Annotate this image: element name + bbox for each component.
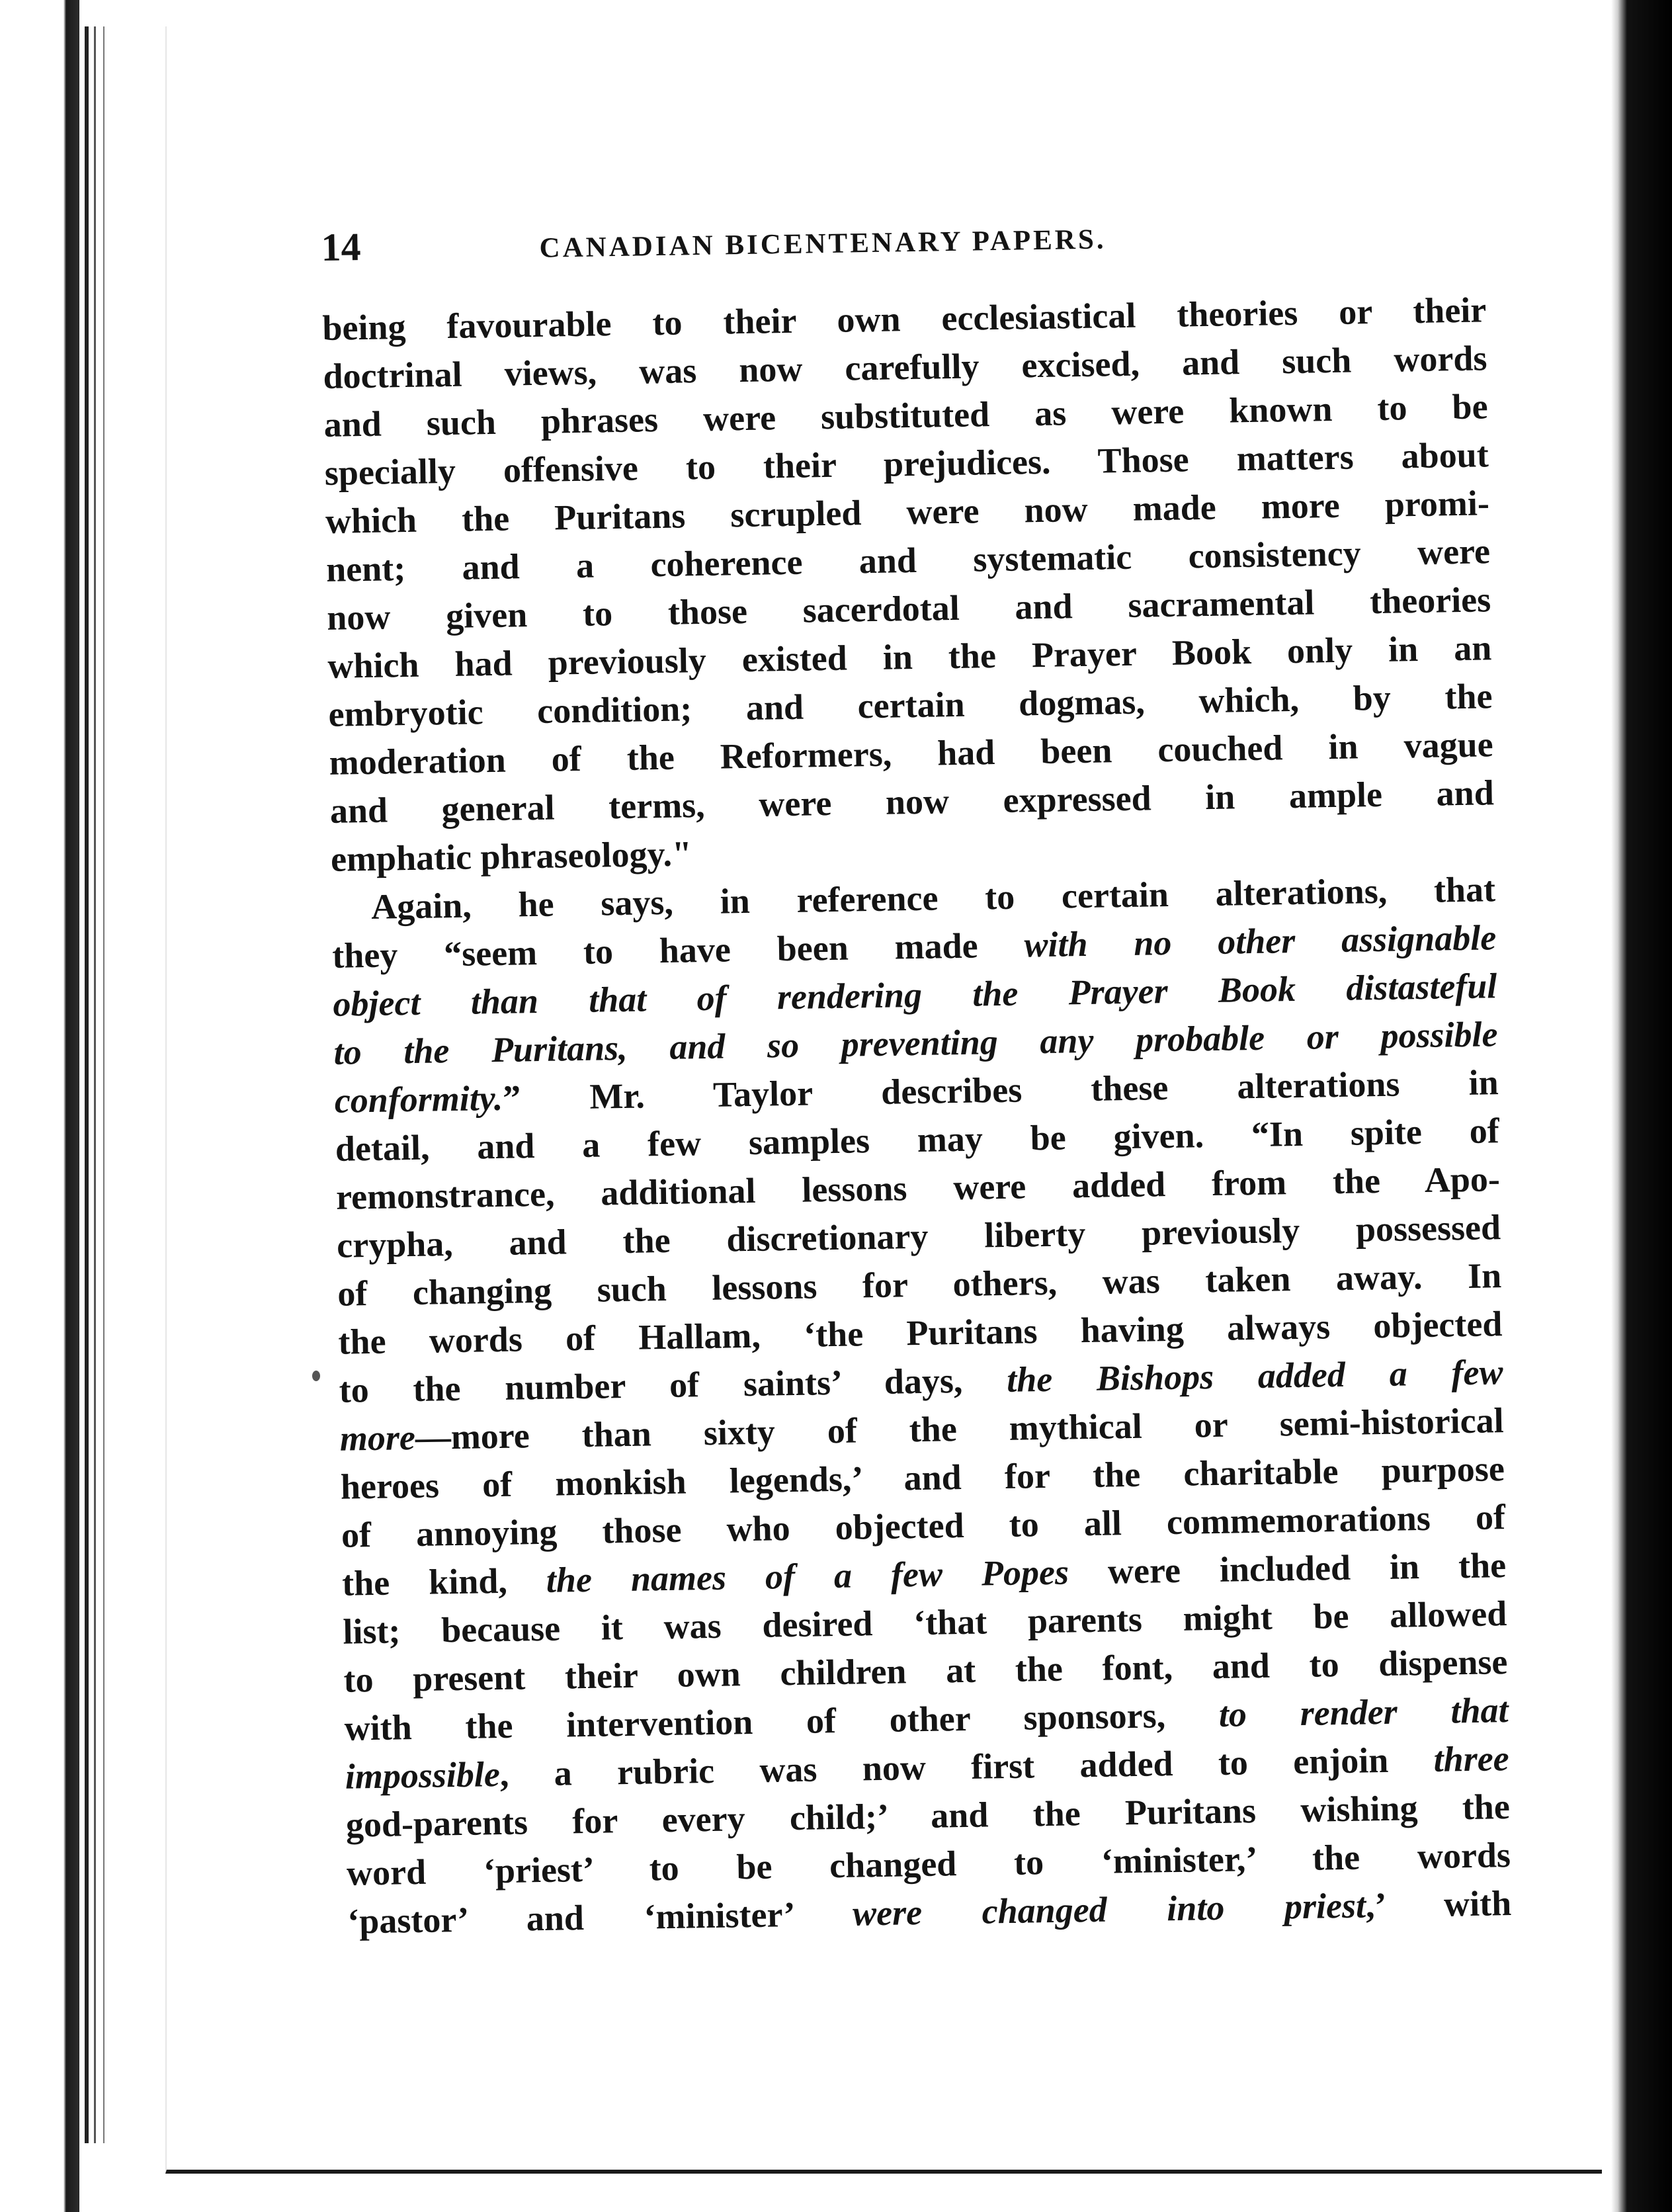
italic-run: impossible	[345, 1754, 501, 1797]
text-line: remonstrance, additional lessons were added from the Apo-	[335, 1159, 1501, 1217]
spine-edge-line	[103, 26, 104, 2143]
italic-run: three	[1433, 1738, 1510, 1779]
running-title: CANADIAN BICENTENARY PAPERS.	[539, 224, 1107, 264]
text-run: ‘pastor’ and ‘minister’	[347, 1893, 853, 1941]
text-line: embryotic condition; and certain dogmas, which, by the	[328, 676, 1493, 734]
text-line: god-parents for every child;’ and the Puritans wishing the	[345, 1787, 1511, 1845]
text-run: ,’ with	[1365, 1883, 1512, 1926]
text-line: emphatic phraseology."	[330, 833, 692, 879]
text-line: doctrinal views, was now carefully excised, and such words	[323, 338, 1487, 396]
right-page-edge-shadow	[1611, 0, 1672, 2212]
text-line: being favourable to their own ecclesiastical theories or their	[321, 290, 1487, 348]
italic-run: more	[339, 1417, 416, 1459]
spine-edge-line	[85, 26, 89, 2143]
text-run: to the number of saints’ days,	[339, 1359, 1007, 1410]
text-line: heroes of monkish legends,’ and for the charitable purpose	[340, 1449, 1505, 1507]
italic-run: object than that of rendering the Prayer Book distasteful	[333, 966, 1497, 1024]
italic-run: the names of a few Popes	[546, 1552, 1069, 1600]
text-line: which the Puritans scrupled were now made more promi-	[325, 483, 1490, 541]
text-line: of changing such lessons for others, was taken away. In	[337, 1255, 1502, 1314]
text-run: —more than sixty of the mythical or semi-historical	[415, 1400, 1505, 1457]
italic-run: with no other assignable	[1023, 917, 1497, 965]
text-line: of annoying those who objected to all commemorations of	[341, 1497, 1506, 1555]
paragraph-continued	[322, 286, 1495, 884]
text-line: crypha, and the discretionary liberty previously possessed	[336, 1207, 1501, 1265]
ink-fleck	[312, 1371, 320, 1381]
text-run: were included in the	[1068, 1545, 1507, 1592]
text-line: nent; and a coherence and systematic consistency were	[325, 531, 1491, 589]
text-run: ” Mr. Taylor describes these alterations in	[502, 1062, 1499, 1118]
text-line: and general terms, were now expressed in ample and	[329, 773, 1495, 831]
text-line: word ‘priest’ to be changed to ‘minister,’ the words	[346, 1835, 1511, 1893]
paragraph-again	[331, 865, 1512, 1945]
text-line: detail, and a few samples may be given. “In spite of	[335, 1111, 1500, 1169]
italic-run: conformity.	[334, 1078, 503, 1121]
page-text-block	[321, 206, 1512, 1945]
text-line: list; because it was desired ‘that parents might be allowed	[342, 1594, 1507, 1652]
spine-edge-line	[94, 26, 96, 2143]
text-line: moderation of the Reformers, had been couched in vague	[329, 724, 1494, 783]
text-line: which had previously existed in the Prayer Book only in an	[327, 628, 1492, 686]
text-run: the kind,	[341, 1560, 547, 1603]
text-run: they “seem to have been made	[331, 925, 1024, 976]
text-line: to present their own children at the font, and to dispense	[343, 1642, 1508, 1700]
text-line: now given to those sacerdotal and sacramental theories	[326, 579, 1491, 638]
text-line: Again, he says, in reference to certain alterations, that	[370, 869, 1496, 927]
text-line: specially offensive to their prejudices. Those matters about	[324, 435, 1489, 493]
text-line: and such phrases were substituted as were known to be	[323, 386, 1488, 445]
text-line: the words of Hallam, ‘the Puritans having always objected	[338, 1304, 1503, 1362]
italic-run: the Bishops added a few	[1006, 1352, 1503, 1400]
italic-run: to render that	[1218, 1690, 1509, 1734]
book-spine-shadow	[0, 0, 79, 2212]
page-number: 14	[321, 225, 362, 269]
text-run: with the intervention of other sponsors,	[344, 1694, 1220, 1748]
italic-run: were changed into priest	[852, 1885, 1366, 1934]
text-run: , a rubric was now first added to enjoin	[499, 1739, 1435, 1795]
italic-run: to the Puritans, and so preventing any probable or possible	[333, 1014, 1498, 1072]
